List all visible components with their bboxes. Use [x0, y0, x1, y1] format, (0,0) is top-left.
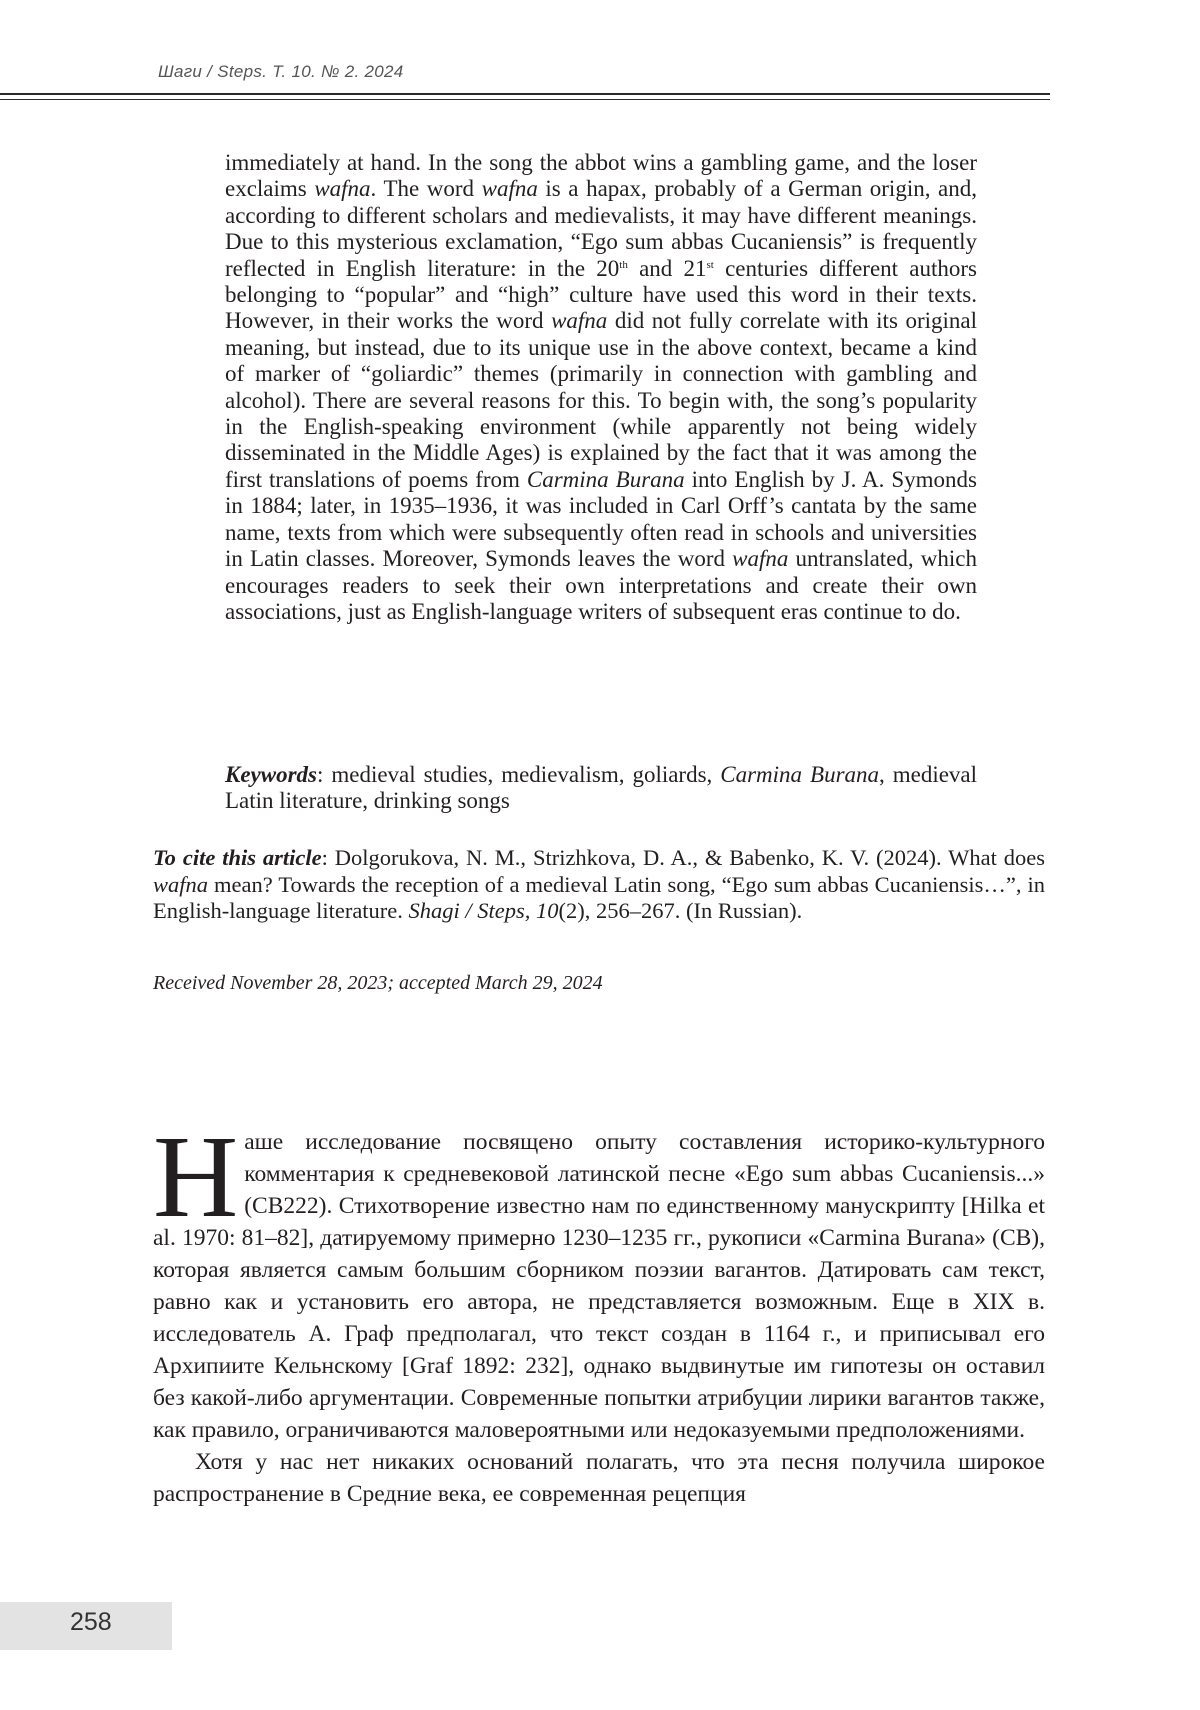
citation-separator: : [321, 845, 335, 870]
abstract-text: and 21 [627, 255, 707, 281]
keywords-text: medieval studies, medievalism, goliards, [331, 762, 721, 787]
keywords-italic: Carmina Burana [720, 762, 880, 787]
citation-text: mean? Towards the reception of a medieval Latin song, “Ego sum abbas Cucaniensis…”, in English-language literature. [153, 871, 1045, 923]
abstract-italic-term: wafna [314, 176, 371, 202]
abstract-text: untranslated, which encourages readers to seek their own interpretations and create their own associations, just as English-language writers of subsequent eras continue to do. [225, 546, 977, 624]
header-rule-thick [0, 93, 1050, 95]
article-body [153, 1111, 1045, 1510]
abstract-italic-term: wafna [551, 308, 608, 334]
running-header: Шаги / Steps. Т. 10. № 2. 2024 [158, 62, 404, 81]
citation-journal: Shagi / Steps, 10 [408, 898, 559, 923]
citation-text: Dolgorukova, N. M., Strizhkova, D. A., & Babenko, K. V. (2024). What does [334, 845, 1045, 870]
citation [153, 845, 1045, 925]
received-dates: Received November 28, 2023; accepted March 29, 2024 [153, 972, 603, 994]
keywords [225, 762, 977, 815]
citation-italic: wafna [153, 871, 209, 897]
abstract-text: did not fully correlate with its original meaning, but instead, due to its unique use in the above context, became a kind of marker of “goliardic” themes (primarily in connection with gambling and alcohol). There are several reasons for this. To begin with, the song’s popularity in the English-speaking environment (while apparently not being widely disseminated in the Middle Ages) is explained by the fact that it was among the first translations of poems from [225, 308, 977, 492]
abstract-text: centuries different authors belonging to “popular” and “high” culture have used this word in their texts. However, in their works the word [225, 255, 977, 334]
abstract [225, 150, 977, 625]
body-text: аше исследование посвящено опыту составления историко-культурного комментария к средневековой латинской песне «Ego sum abbas Cucaniensis...» (CB222). Стихотворение известно нам по единственному манускрипту [Hilka et al. 1970: 81–82], датируемому примерно 1230–1235 гг., рукописи «Carmina Burana» (CB), которая является самым большим сборником поэзии вагантов. Датировать сам текст, равно как и установить его автора, не представляется возможным. Еще в XIX в. исследователь А. Граф предполагал, что текст создан в 1164 г., и приписывал его Архипиите Кельнскому [Graf 1892: 232], однако выдвинутые им гипотезы он оставил без какой-либо аргументации. Современные попытки атрибуции лирики вагантов также, как правило, ограничиваются маловероятными или недоказуемыми предположениями. [153, 1129, 1045, 1443]
keywords-label: Keywords [225, 762, 317, 787]
keywords-text: , medieval Latin literature, drinking songs [225, 762, 978, 814]
abstract-text: is a hapax, probably of a German origin, and, according to different scholars and medievalists, it may have different meanings. Due to this mysterious exclamation, “Ego sum abbas Cucaniensis” is frequently reflected in English literature: in the 20 [225, 176, 977, 281]
citation-text: (2), 256–267. (In Russian). [558, 898, 803, 923]
citation-label: To cite this article [153, 845, 322, 870]
page-number: 258 [70, 1608, 112, 1636]
header-rule-thin [0, 99, 1050, 100]
abstract-superscript: st [706, 258, 714, 271]
drop-cap: Н [153, 1111, 239, 1242]
body-paragraph: Хотя у нас нет никаких оснований полагать, что эта песня получила широкое распространение в Средние века, ее современная рецепция [153, 1449, 1045, 1507]
abstract-paragraph [225, 150, 977, 625]
abstract-text: into English by J. A. Symonds in 1884; later, in 1935–1936, it was included in Carl Orff’s cantata by the same name, texts from which were subsequently often read in schools and universities in Latin classes. Moreover, Symonds leaves the word [225, 466, 978, 572]
body-paragraph [153, 1111, 1045, 1446]
keywords-separator: : [317, 762, 332, 787]
abstract-text: immediately at hand. In the song the abbot wins a gambling game, and the loser exclaims [225, 150, 977, 202]
abstract-italic-term: wafna [732, 546, 789, 572]
abstract-italic-term: Carmina Burana [526, 466, 685, 492]
abstract-italic-term: wafna [481, 176, 538, 202]
abstract-text: . The word [370, 176, 482, 202]
abstract-superscript: th [619, 258, 628, 271]
